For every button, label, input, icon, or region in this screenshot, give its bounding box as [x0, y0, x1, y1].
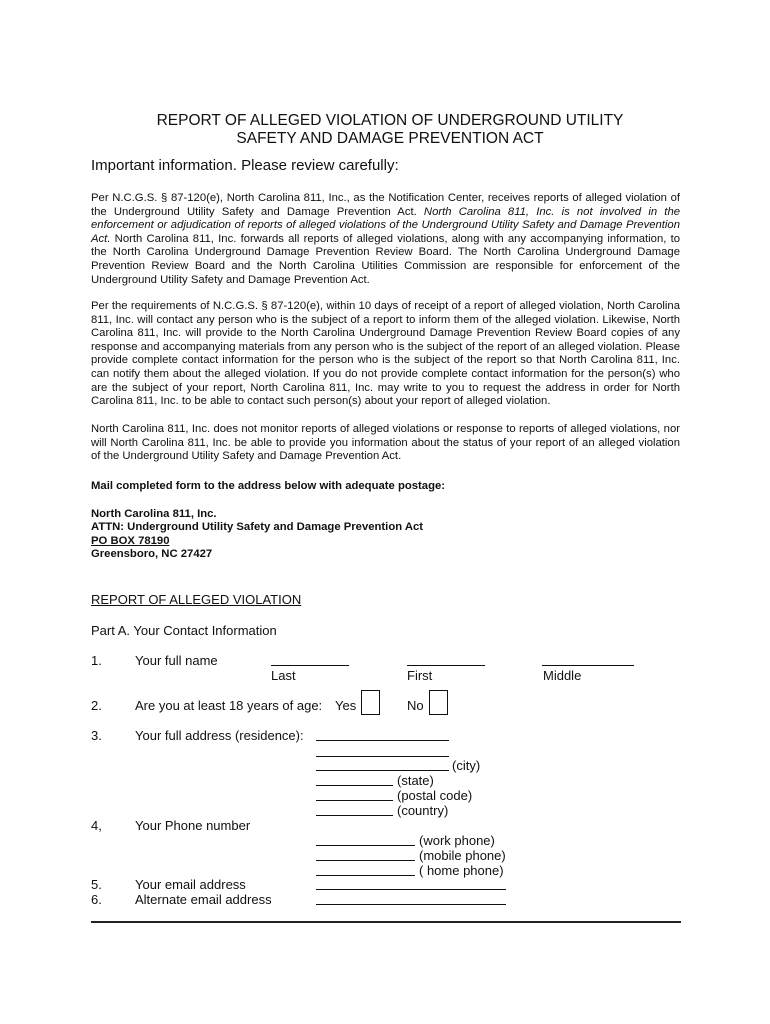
full-name-label: Your full name	[135, 653, 218, 668]
item-number-6: 6.	[91, 892, 102, 907]
paragraph-monitoring: North Carolina 811, Inc. does not monitor reports of alleged violations or response to reports of alleged violations, nor will North Carolina 811, Inc. be able to provide you information about the status of your report of an alleged violation of the Underground Utility Safety and Damage Prevention Act.	[91, 423, 680, 463]
email-field[interactable]	[316, 889, 506, 890]
home-phone-field[interactable]	[316, 875, 415, 876]
item-number-1: 1.	[91, 653, 102, 668]
item-number-5: 5.	[91, 877, 102, 892]
address-city: Greensboro, NC 27427	[91, 548, 213, 560]
paragraph-requirements: Per the requirements of N.C.G.S. § 87-120(e), within 10 days of receipt of a report of alleged violation, North Carolina 811, Inc. will contact any person who is the subject of a report to inform them of the alleged violation. Likewise, North Carolina 811, Inc. will provide to the North Carolina Underground Damage Prevention Review Board copies of any response and accompanying materials from any person who is the subject of the report of an alleged violation. Please provide complete contact information for the person who is the subject of the report so that North Carolina 811, Inc. can notify them about the alleged violation. If you do not provide complete contact information for the person(s) who are the subject of your report, North Carolina 811, Inc. may write to you to request the address in order for North Carolina 811, Inc. to be able to contact such person(s) about your report of alleged violation.	[91, 300, 680, 408]
mail-instruction: Mail completed form to the address below with adequate postage:	[91, 480, 446, 492]
section-title: REPORT OF ALLEGED VIOLATION	[91, 592, 302, 607]
bottom-divider	[91, 921, 681, 923]
important-heading: Important information. Please review carefully:	[91, 157, 399, 174]
address-line-field-2[interactable]	[316, 756, 449, 757]
state-label: (state)	[397, 773, 434, 788]
document-title-line-2: SAFETY AND DAMAGE PREVENTION ACT	[236, 130, 544, 147]
address-label: Your full address (residence):	[135, 728, 304, 743]
yes-label: Yes	[335, 698, 357, 713]
document-title-line-1: REPORT OF ALLEGED VIOLATION OF UNDERGROUND UTILITY	[156, 112, 624, 129]
address-po-box: PO BOX 78190	[91, 535, 170, 547]
no-checkbox[interactable]	[429, 690, 448, 715]
first-name-field[interactable]	[407, 665, 485, 666]
first-name-label: First	[407, 668, 433, 683]
postal-code-label: (postal code)	[397, 788, 473, 803]
item-number-3: 3.	[91, 728, 102, 743]
work-phone-label: (work phone)	[419, 833, 495, 848]
country-field[interactable]	[316, 815, 393, 816]
alternate-email-label: Alternate email address	[135, 892, 272, 907]
last-name-label: Last	[271, 668, 296, 683]
work-phone-field[interactable]	[316, 845, 415, 846]
paragraph-notification-center	[91, 192, 680, 287]
alternate-email-field[interactable]	[316, 904, 506, 905]
city-field[interactable]	[316, 770, 449, 771]
address-line-1: North Carolina 811, Inc.	[91, 508, 217, 520]
address-line-field-1[interactable]	[316, 740, 449, 741]
postal-code-field[interactable]	[316, 800, 393, 801]
city-label: (city)	[452, 758, 481, 773]
last-name-field[interactable]	[271, 665, 349, 666]
age-question-label: Are you at least 18 years of age:	[135, 698, 323, 713]
yes-checkbox[interactable]	[361, 690, 380, 715]
no-label: No	[407, 698, 424, 713]
mobile-phone-label: (mobile phone)	[419, 848, 506, 863]
country-label: (country)	[397, 803, 449, 818]
paragraph-1-part-c: North Carolina 811, Inc. forwards all reports of alleged violations, along with any accompanying information, to the North Carolina Underground Damage Prevention Review Board. The North Carolina Underground Damage Prevention Review Board and the North Carolina Utilities Commission are responsible for enforcement of the Underground Utility Safety and Damage Prevention Act.	[91, 232, 680, 286]
item-number-4: 4,	[91, 818, 102, 833]
address-line-2: ATTN: Underground Utility Safety and Damage Prevention Act	[91, 521, 424, 533]
paragraph-1-italic: North Carolina 811, Inc. is not involved in the enforcement or adjudication of reports of alleged violations of the Underground Utility Safety and Damage Prevention Act.	[91, 205, 681, 245]
part-a-heading: Part A. Your Contact Information	[91, 623, 277, 638]
home-phone-label: ( home phone)	[419, 863, 504, 878]
mobile-phone-field[interactable]	[316, 860, 415, 861]
middle-name-label: Middle	[543, 668, 582, 683]
phone-label: Your Phone number	[135, 818, 251, 833]
item-number-2: 2.	[91, 698, 102, 713]
email-label: Your email address	[135, 877, 246, 892]
paragraph-1-part-a: Per N.C.G.S. § 87-120(e), North Carolina 811, Inc., as the Notification Center, receives reports of alleged violation of the Underground Utility Safety and Damage Prevention Act.	[91, 192, 680, 218]
state-field[interactable]	[316, 785, 393, 786]
middle-name-field[interactable]	[542, 665, 634, 666]
